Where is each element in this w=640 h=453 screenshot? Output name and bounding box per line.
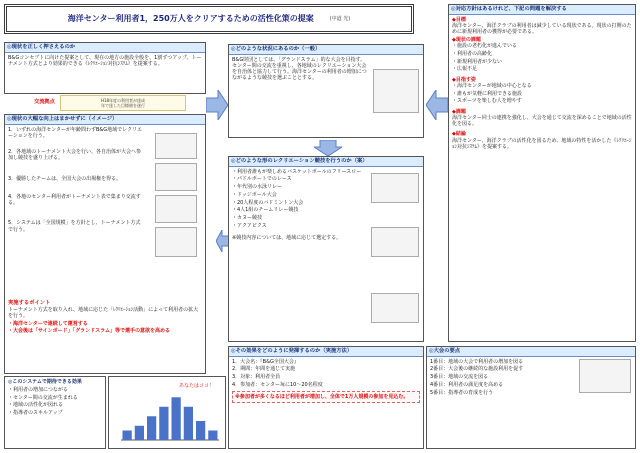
section-competitions xyxy=(228,156,424,342)
chart-bar xyxy=(135,426,144,440)
page-title xyxy=(4,4,414,34)
section-text: B&Gコンセプトに向けた提案として、現在の地方の施設全般を、1割ずつアップ、トーナメント方式とより効果的できる《ﾚｸﾘｴｰｼｮﾝ対抗ｼｽﾃﾑ》を提案する。 xyxy=(8,54,202,67)
section-header: ◎大会の要点 xyxy=(427,347,635,357)
tournament-chart-2 xyxy=(155,195,197,223)
list-item: ・カヌー競技 xyxy=(232,215,263,222)
basketball-figure xyxy=(371,173,419,203)
list-item: ・広報不足 xyxy=(452,66,478,73)
chart-bar xyxy=(184,407,193,440)
point-text: トーナメント方式を取り入れ、地域に応じた「ﾚｸﾘｴｰｼｮﾝ活動」によって利用者の拡大を行う。 xyxy=(8,306,199,319)
arrow-down-center xyxy=(314,140,342,156)
stats-figure xyxy=(60,95,186,111)
red-note-box xyxy=(232,391,420,403)
effects-heading: ◎このシステムで期待できる効果 xyxy=(8,379,82,385)
list-item: ・海洋センターが地域の中心となる xyxy=(452,82,532,89)
chart-bar xyxy=(159,407,168,440)
point-red-1: ・海洋センターで連続して運営する xyxy=(8,320,88,327)
medal-figure xyxy=(579,359,631,393)
chart-callout: あなたはココ！ xyxy=(179,383,215,389)
list-item: ・アクアビクス xyxy=(232,222,267,229)
illustration-1 xyxy=(155,133,197,159)
list-item: ・20人程度のバドミントン大会 xyxy=(232,199,304,206)
arrow-right-top xyxy=(206,90,228,120)
list-item: 4．各地のセンター利用者がトーナメント表で集まり交流する。 xyxy=(8,193,141,207)
chart-bar xyxy=(172,397,181,440)
list-item: 4番目：利用者の満足度を高める xyxy=(430,381,504,388)
list-item: 3．対象：利用者全員 xyxy=(232,374,281,381)
list-item: ・地域の活性化が図れる xyxy=(8,402,64,409)
list-item: 2．各地域のトーナメント大会を行い、各自治体が大会へ参加し競技を盛り上げる。 xyxy=(8,149,141,162)
arrow-left-top xyxy=(426,90,448,120)
section-header: ◎対応方針はあるけれど、下記の問題を解決する xyxy=(449,5,635,15)
list-item: ・パドルボートでのレース xyxy=(232,176,292,183)
text-d: 海洋センター同士の連携を強化し、大会を通じて交流を深めることで地域の活性化を図る。 xyxy=(452,114,632,128)
list-item: 4．参加者：センター毎に10〜20名程度 xyxy=(232,381,323,388)
list-item: 5．システムは「全国規模」を方針とし、トーナメント方式で行う。 xyxy=(8,220,141,233)
section-effects xyxy=(4,376,106,449)
chart-bar xyxy=(208,431,217,440)
text-e: 海洋センター、海洋クラブの活性化を図るため、地域の特性を活かした《ﾚｸﾘｴｰｼｮﾝ対抗ｼｽﾃﾑ》を提案する。 xyxy=(452,137,632,150)
page-title-text: 海洋センター利用者1，250万人をクリアするための活性化策の提案 xyxy=(67,14,314,23)
illustration-2 xyxy=(155,227,197,257)
list-item: ・指導者のスキルアップ xyxy=(8,410,63,416)
chart-box xyxy=(108,376,226,449)
text-a: 海洋センター、海洋クラブの利用者は減少している現状である。現状の打開のために新規利用者の獲得が必要である。 xyxy=(452,22,632,36)
list-item: ・利用者誰もが楽しめるバスケットボールのフリースロー xyxy=(232,168,362,175)
list-item: ・新規利用者が少ない xyxy=(452,58,503,65)
list-item: ・利用者の増加につながる xyxy=(8,386,68,393)
stats-figure-text: H18年度の利用者が達成 xyxy=(100,98,146,103)
map-figure xyxy=(373,69,419,113)
list-item: ・利用者の高齢化 xyxy=(452,50,493,57)
section-header: ◎どのような状況にあるのか（一般） xyxy=(229,45,423,55)
subheading-b: ◆現状の課題 xyxy=(452,36,481,43)
section-current-state xyxy=(4,42,206,94)
list-item: 2番目：大会後の継続的な施設利用を促す xyxy=(430,366,524,373)
swimming-figure xyxy=(371,227,419,257)
chart-bar xyxy=(196,421,205,440)
red-note: ※参加者が多くなるほど利用者が増加し、全体で1万人規模の参加を見込む。 xyxy=(235,394,409,401)
list-item: 3番目：地域の交流を図る xyxy=(430,374,489,381)
list-item: ・誰もが気軽に利用できる施設 xyxy=(452,90,523,97)
section-image xyxy=(4,114,206,374)
point-red-2: ・大会後は「サインボード」「グランドスラム」等で選手の意欲を高める xyxy=(8,328,171,335)
list-item: ・ドッジボール大会 xyxy=(232,191,277,198)
list-item: 2．期間：年間を通じて実施 xyxy=(232,366,296,373)
section-keypoints xyxy=(426,346,636,449)
section-header: ◎現状を正しく押さえるのか xyxy=(5,43,205,53)
list-item: 3．優勝したチームは、全国大会の出場権を得る。 xyxy=(8,175,122,182)
canoe-figure xyxy=(371,293,419,323)
bar-chart xyxy=(109,377,225,448)
list-item: ・施設の老朽化が進んでいる xyxy=(452,43,518,50)
list-item: 1．大会名：『B&G全国大会』 xyxy=(232,358,299,365)
list-item: 1．いずれの海洋センターが年齢問わずB&G地域でレクリエーションを行う。 xyxy=(8,126,142,139)
tournament-chart-1 xyxy=(155,163,197,191)
author: (中道 光) xyxy=(329,15,351,22)
chart-bar xyxy=(123,431,132,440)
list-item: ・センター間の交流が生まれる xyxy=(8,394,78,401)
list-item: ・スポーツを楽しむ人を増やす xyxy=(452,98,522,105)
list-item: ・4人1組のチームリレー競技 xyxy=(232,207,299,214)
chart-bar xyxy=(147,416,156,440)
list-item: 5番目：指導者の育成を行う xyxy=(430,389,494,396)
section-implementation xyxy=(228,346,424,449)
section-note: ※競技内容については、地域に応じて選定する。 xyxy=(232,235,342,242)
point-heading: 実施するポイント xyxy=(8,300,51,306)
section-header: ◎その効果をどのように発揮するのか（実施方法） xyxy=(229,347,423,357)
exchange-label: 交流拠点 xyxy=(34,99,55,105)
subheading-c: ◆目指す姿 xyxy=(452,76,476,83)
section-solutions xyxy=(448,4,636,342)
section-header: ◎どのような形のレクリエーション競技を行うのか（案） xyxy=(229,157,423,167)
list-item: ・年代別の水泳リレー xyxy=(232,184,283,191)
section-header: ◎現状の大幅な向上はまかせずに（イメージ） xyxy=(5,115,205,125)
subheading-d: ◆課題 xyxy=(452,108,466,115)
subheading-e: ◆結論 xyxy=(452,131,466,138)
stats-figure-text2: 年で達した目標値を遂行 xyxy=(101,103,145,108)
subheading-a: ◆目標 xyxy=(452,16,466,23)
section-text: B&G財団としては、「グランドスラム」的な大会を目指す。センター間の交流を重視し、各地域のレクリエーション大会を自治体と協力して行う。海洋センターの利用者の増加につながるような競技を選ぶこととする。 xyxy=(232,56,367,82)
section-situation xyxy=(228,44,424,138)
list-item: 1番目：地域の大会で利用者の増加を図る xyxy=(430,358,524,365)
